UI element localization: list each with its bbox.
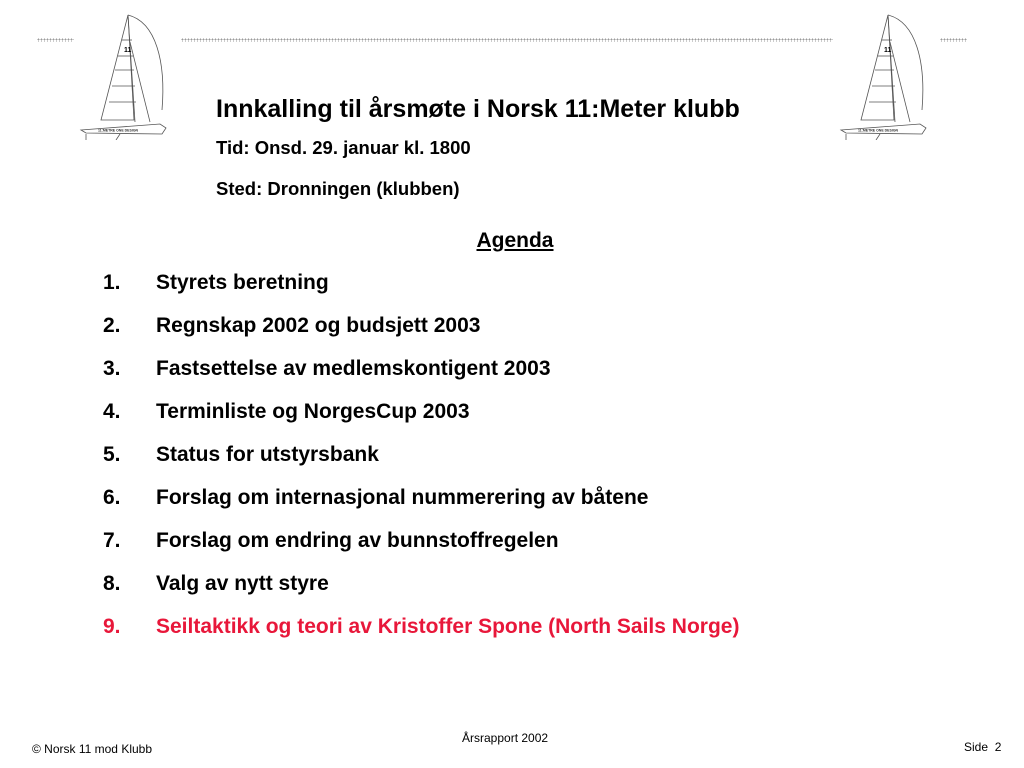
logo-text: 11:METRE ONE DESIGN [98, 128, 139, 133]
decorative-dotted-line-left [37, 38, 74, 42]
footer-page [964, 740, 1001, 754]
agenda-item: 5. Status for utstyrsbank [103, 443, 379, 466]
agenda-item: 8. Valg av nytt styre [103, 572, 329, 595]
meeting-place: Sted: Dronningen (klubben) [216, 178, 460, 199]
sailboat-icon [78, 12, 178, 140]
agenda-item-highlighted: 9. Seiltaktikk og teori av Kristoffer Spone (North Sails Norge) [103, 615, 740, 638]
footer-report-title: Årsrapport 2002 [462, 731, 549, 745]
page-label: Side [964, 740, 989, 754]
svg-text:11: 11 [124, 47, 132, 54]
sailboat-icon [838, 12, 938, 140]
decorative-dotted-line-center [181, 38, 833, 42]
footer-copyright: © Norsk 11 mod Klubb [32, 742, 153, 756]
agenda-item: 4. Terminliste og NorgesCup 2003 [103, 400, 470, 423]
svg-text:11: 11 [884, 47, 892, 54]
agenda-item: 2. Regnskap 2002 og budsjett 2003 [103, 314, 481, 337]
agenda-heading: Agenda [476, 229, 554, 252]
page-title: Innkalling til årsmøte i Norsk 11:Meter klubb [216, 95, 740, 123]
agenda-item: 7. Forslag om endring av bunnstoffregelen [103, 529, 559, 552]
agenda-item: 3. Fastsettelse av medlemskontigent 2003 [103, 357, 551, 380]
page-number: 2 [994, 740, 1002, 754]
decorative-dotted-line-right [940, 38, 967, 42]
agenda-item: 6. Forslag om internasjonal nummerering av båtene [103, 486, 649, 509]
agenda-item: 1. Styrets beretning [103, 271, 329, 294]
logo-text: 11:METRE ONE DESIGN [858, 128, 899, 133]
meeting-time: Tid: Onsd. 29. januar kl. 1800 [216, 137, 471, 158]
